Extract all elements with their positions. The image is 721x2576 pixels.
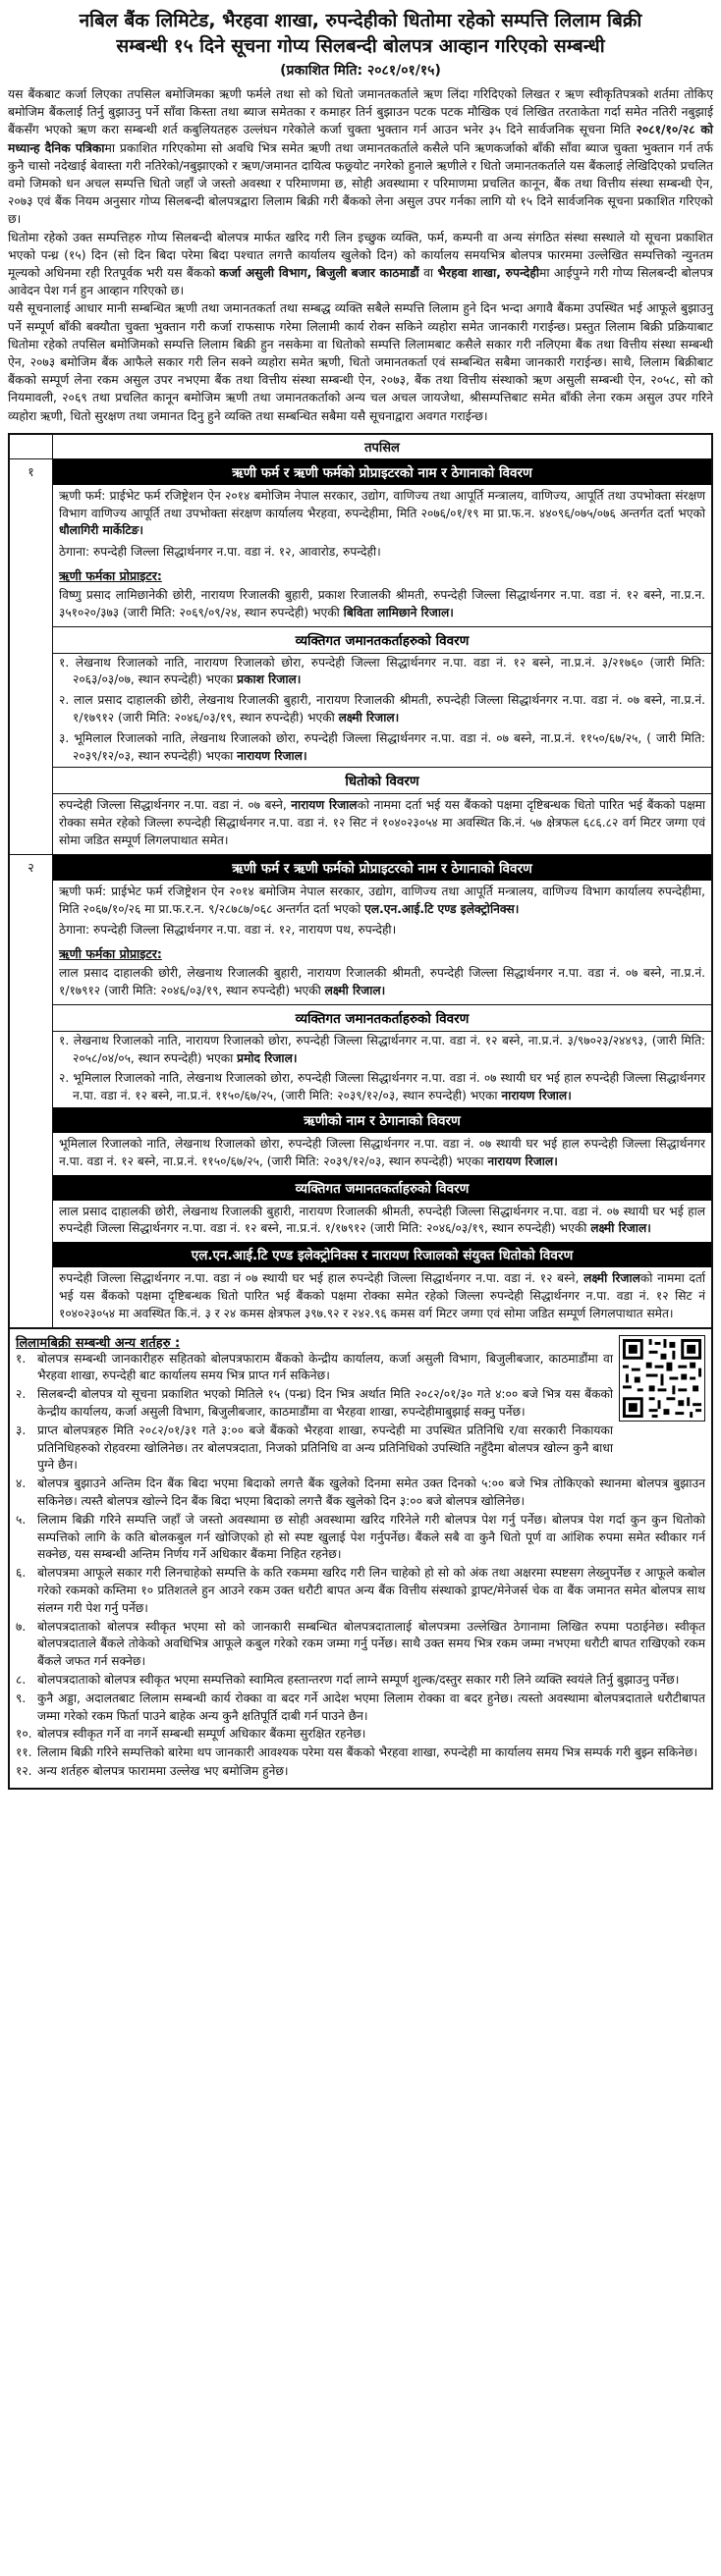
proprietor-details: लाल प्रसाद दाहालकी छोरी, लेखनाथ रिजालकी बुहारी, नारायण रिजालकी श्रीमती, रुपन्देही जिल्ला सिद्धार्थनगर न.पा. वडा नं. ०७ बस्ने, ना.प्र.नं. १/१७९१२ (जारी मिति: २०४६/०३/१९, स्थान रुपन्देही) भएकी लक्ष्मी रिजाल।: [59, 966, 705, 997]
term-text: कुनै अड्डा, अदालतबाट लिलाम सम्बन्धी कार्य रोक्का वा बदर गर्ने आदेश भएमा लिलाम रोक्का वा बदर हुनेछ। त्यस्तो अवस्थामा बोलपत्रदाताले धरौटीबापत जम्मा गरेको रकम फिर्ता पाउने बाहेक अन्य कुनै क्षतिपूर्ति दाबी गर्न पाउने छैन।: [37, 1690, 705, 1723]
section-bar: व्यक्तिगत जमानतकर्ताहरुको विवरण: [53, 626, 711, 654]
schedule-heading-row: [10, 435, 711, 458]
guarantor-item: २. भूमिलाल रिजालको नाति, लेखनाथ रिजालको छोरा, रुपन्देही जिल्ला सिद्धार्थनगर न.पा. वडा नं. ०७ स्थायी घर भई हाल रुपन्देही जिल्ला सिद्धार्थनगर न.पा. वडा नं. १२ बस्ने, ना.प्र.नं. ११५०/६७/२५, (जारी मिति: २०३९/१२/०३, स्थान रुपन्देही) भएका नारायण रिजाल।: [59, 1071, 705, 1103]
terms-section: [8, 1329, 713, 1790]
row-number: २: [10, 855, 53, 1327]
guarantor-item: १. लेखनाथ रिजालको नाति, नारायण रिजालको छोरा, रुपन्देही जिल्ला सिद्धार्थनगर न.पा. वडा नं. १२ बस्ने, ना.प्र.नं. ३/२१७६० (जारी मिति: २०६३/०३/०७, स्थान रुपन्देही) भएका प्रकाश रिजाल।: [59, 655, 705, 687]
terms-title: लिलामबिक्री सम्बन्धी अन्य शर्तहरु :: [16, 1335, 181, 1351]
term-item: [16, 1422, 613, 1475]
firm-details: ऋणी फर्म: प्राईभेट फर्म रजिष्ट्रेशन ऐन २०१४ बमोजिम नेपाल सरकार, उद्योग, वाणिज्य तथा आपूर्ति मन्त्रालय, वाणिज्य विभाग कार्यालय रुपन्देहीमा, मिति २०६७/१०/२६ मा प्रा.फ.र.न. ९/२८७८७/०६८ अन्तर्गत दर्ता भएको एल.एन.आई.टि एण्ड इलेक्ट्रोनिक्स।: [59, 884, 705, 916]
proprietor-label: ऋणी फर्मका प्रोप्राइटर:: [59, 946, 162, 962]
term-item: [16, 1763, 705, 1781]
term-item: [16, 1512, 705, 1564]
term-number: २.: [16, 1387, 27, 1402]
schedule-row-2: [10, 854, 711, 1327]
collateral-details: रुपन्देही जिल्ला सिद्धार्थनगर न.पा. वडा नं. ०७ बस्ने, नारायण रिजालको नाममा दर्ता भई यस बैंकको पक्षमा दृष्टिबन्धक धितो पारित भई बैंकको पक्षमा रोक्का समेत रहेको जिल्ला रुपन्देही सिद्धार्थनगर न.पा. वडा नं. १२ सिट नं १०४०२३०५४ मा अवस्थित कि.नं. ५७ क्षेत्रफल ६८६.८२ वर्ग मिटर जग्गा एवं सोमा जडित सम्पूर्ण लिगलपाथात समेत।: [59, 798, 706, 848]
section-bar: एल.एन.आई.टि एण्ड इलेक्ट्रोनिक्स र नारायण रिजालको संयुक्त धितोको विवरण: [53, 1242, 711, 1267]
term-text: लिलाम बिक्री गरिने सम्पत्ति जहाँ जे जस्तो अवस्थामा छ सोही अवस्थामा खरिद गरिनेले गरी बोलपत्र पेश गर्नु पर्नेछ। बोलपत्र पेश गर्दा कुन कुन धितोको सम्पत्तिको लागि के कति बोलकबुल गर्न खोजिएको हो सो स्पष्ट खुलाई पेश गर्नुपर्नेछ। बैंकले सबै वा कुनै धितो पूर्ण वा आंशिक रुपमा समेत स्वीकार गर्न सक्नेछ, यस सम्बन्धी अन्तिम निर्णय गर्ने अधिकार बैंकमा निहित रहनेछ।: [37, 1512, 705, 1562]
proprietor-details: विष्णु प्रसाद लामिछानेकी छोरी, नारायण रिजालकी बुहारी, प्रकाश रिजालकी श्रीमती, रुपन्देही जिल्ला सिद्धार्थनगर न.पा. वडा नं. १२ बस्ने, ना.प्र.न. ३५१०२०/३७३ (जारी मिति: २०६९/०९/२४, स्थान रुपन्देही) भएकी बिविता लामिछाने रिजाल।: [59, 588, 705, 619]
term-item: [16, 1476, 705, 1511]
intro-paragraph-1: यस बैंकबाट कर्जा लिएका तपसिल बमोजिमका ऋणी फर्मले तथा सो को धितो जमानतकर्ताले ऋण लिंदा गरिदिएको लिखत र ऋण स्वीकृतिपत्रको शर्तमा तोकिए बमोजिम बैंकलाई तिर्नु बुझाउनु पर्ने साँवा किस्ता तथा ब्याज समेतका र कमाहर तिर्न बुझाउन पटक पटक मौखिक एवं लिखित तरताकेता गर्दा समेत नतिरी नबुझाई बैंकसँग भएको ऋण करा सम्बन्धी शर्त कबुलियतहरु उल्लंघन गरेकोले कर्जा चुक्ता भुक्तान गर्न आउन भनेर ३५ दिने सार्वजनिक सूचना मिति २०८१/१०/२८ को मध्यान्ह दैनिक पत्रिकामा प्रकाशित गरिएकोमा सो अवधि भित्र समेत ऋणी तथा जमानतकर्ताले कसैले पनि ऋणकर्जाको बाँकी साँवा ब्याज चुक्ता भुक्तान गर्न तर्फ कुनै चासो नदेखाई बेवास्ता गरी नतिरेको/नबुझाएको र ऋण/जमानत दायित्व फछ्र्योट नगरेको हुनाले ऋणीले र धितो जमानतकर्ताले यस बैंकलाई लेखिदिएको प्रचलित वमो जिमको धन अचल सम्पत्ति धितो जहाँ जे जस्तो अवस्था र परिमाणमा छ, सोही अवस्थामा र परिमाणमा प्रचलित कानून, बैंक तथा वित्तीय संस्था सम्बन्धी ऐन, २०७३ एवं बैंक नियम अनुसार गोप्य सिलबन्दी बोलपत्रद्वारा लिलाम बिक्री गरी बैंकको लेना असुल उपर गर्नका लागि यो १५ दिने सार्वजनिक सूचना प्रकाशित गरिएको छ।: [8, 87, 713, 227]
term-item: [16, 1351, 613, 1386]
term-text: सिलबन्दी बोलपत्र यो सूचना प्रकाशित भएको मितिले १५ (पन्ध्र) दिन भित्र अर्थात मिति २०८२/०१/३० गते ४:०० बजे भित्र यस बैंकको केन्द्रीय कार्यालय, कर्जा असुली विभाग, बिजुलीबजार, काठमाडौंमा वा भैरहवा शाखा, रुपन्देहीमाबुझाई सक्नु पर्नेछ।: [37, 1387, 613, 1419]
term-item: [16, 1744, 705, 1762]
schedule-row-1: [10, 458, 711, 854]
firm-details: ऋणी फर्म: प्राईभेट फर्म रजिष्ट्रेशन ऐन २०१४ बमोजिम नेपाल सरकार, उद्योग, वाणिज्य तथा आपूर्ति मन्त्रालय, वाणिज्य, आपूर्ति तथा उपभोक्ता संरक्षण विभाग वाणिज्य आपूर्ति तथा उपभोक्ता संरक्षण कार्यालय भैरहवा, रुपन्देहीमा, मिति २०७६/०१/१९ मा प्रा.फ.न. ४४०९६/०७५/०७६ अन्तर्गत दर्ता भएको धौलागिरी मार्केटिङ।: [59, 488, 705, 538]
guarantor-item: २. लाल प्रसाद दाहालकी छोरी, लेखनाथ रिजालकी बुहारी, नारायण रिजालकी श्रीमती, रुपन्देही जिल्ला सिद्धार्थनगर न.पा. वडा नं. ०७ बस्ने, ना.प्र.नं. १/१७९१२ (जारी मिति: २०४६/०३/१९, स्थान रुपन्देही) भएकी लक्ष्मी रिजाल।: [59, 693, 705, 725]
intro-paragraph-2: धितोमा रहेको उक्त सम्पत्तिहरु गोप्य सिलबन्दी बोलपत्र मार्फत खरिद गरी लिन इच्छुक व्यक्ति, फर्म, कम्पनी वा अन्य संगठित संस्था सस्थाले यो सूचना प्रकाशित भएको पन्ध्र (१५) दिन (सो दिन बिदा परेमा बिदा पश्चात लगत्तै कार्यालय खुलेको दिन) को कार्यालय समयभित्र बोलपत्र फारममा उल्लेखित सम्पत्तिको न्युनतम मूल्यको अधिनमा रही रितपूर्वक भरी यस बैंकको कर्जा असुली विभाग, बिजुली बजार काठमाडौं वा भैरहवा शाखा, रुपन्देहीमा आईपुग्ने गरी गोप्य सिलबन्दी बोलपत्र आवेदन पेश गर्न हुन आव्हान गरिएको छ।: [8, 230, 713, 298]
term-item: [16, 1386, 613, 1422]
term-text: बोलपत्रमा आफूले सकार गरी लिनचाहेको सम्पत्ति के कति रकममा खरिद गरी लिन चाहेको हो सो को अंक तथा अक्षरमा स्पष्टसग लेख्नुपर्नेछ र आफूले कबोल गरेको रकमको कम्तिमा १० प्रतिशतले हुन आउने रकम उक्त धरौटी बापत अन्य बैंक वित्तीय संस्थाको ड्राफ्ट/मेनेजर्स चेक वा बैंक जमानत समेत बोलपत्र साथ संलग्न गरी पेश गर्नु पर्नेछ।: [37, 1566, 705, 1615]
schedule-table: [8, 433, 713, 1329]
term-text: बोलपत्रदाताको बोलपत्र स्वीकृत भएमा सम्पत्तिको स्वामित्व हस्तान्तरण गर्दा लाग्ने सम्पूर्ण शुल्क/दस्तुर सकार गरी लिने व्यक्ति स्वयंले तिर्नु बुझाउनु पर्नेछ।: [37, 1672, 680, 1687]
qr-code-icon: [619, 1335, 705, 1422]
term-text: लिलाम बिक्री गरिने सम्पत्तिको बारेमा थप जानकारी आवश्यक परेमा यस बैंकको भैरहवा शाखा, रुपन्देही मा कार्यालय समय भित्र सम्पर्क गरी बुझ्न सकिनेछ।: [37, 1745, 698, 1760]
row-number: १: [10, 459, 53, 854]
term-number: ६.: [16, 1566, 27, 1581]
term-number: ९.: [16, 1690, 27, 1705]
section-bar: ऋणी फर्म र ऋणी फर्मको प्रोप्राइटरको नाम र ठेगानाको विवरण: [53, 855, 711, 881]
term-text: अन्य शर्तहरु बोलपत्र फाराममा उल्लेख भए बमोजिम हुनेछ।: [37, 1763, 289, 1778]
term-number: ७.: [16, 1619, 27, 1634]
term-number: १०.: [16, 1727, 32, 1742]
section-bar: धितोको विवरण: [53, 767, 711, 794]
qr-code-graphic: [620, 1336, 704, 1421]
term-item: [16, 1672, 705, 1690]
collateral-details: रुपन्देही जिल्ला सिद्धार्थनगर न.पा. वडा नं ०७ स्थायी घर भई हाल रुपन्देही जिल्ला सिद्धार्थनगर न.पा. वडा नं. १२ बस्ने, लक्ष्मी रिजालको नाममा दर्ता भई यस बैंकको पक्षमा दृष्टिबन्धक धितो पारित भई बैंकको पक्षमा रोक्का समेत रहेको जिल्ला रुपन्देही सिद्धार्थनगर न.पा. वडा नं. १२ सिट नं १०४०२३०५४ मा अवस्थित कि.नं. ३ र २४ कमस क्षेत्रफल ३९७.९२ र २४२.९६ कमस वर्ग मिटर जग्गा एवं सोमा जडित सम्पूर्ण लिगलपाथात समेत।: [59, 1271, 705, 1320]
schedule-heading: तपसिल: [364, 440, 400, 456]
term-number: ११.: [16, 1745, 32, 1760]
section-bar: व्यक्तिगत जमानतकर्ताहरुको विवरण: [53, 1175, 711, 1201]
section-bar: ऋणी फर्म र ऋणी फर्मको प्रोप्राइटरको नाम र ठेगानाको विवरण: [53, 459, 711, 485]
term-number: ८.: [16, 1672, 27, 1687]
term-item: [16, 1726, 705, 1744]
notice-title-line1: नबिल बैंक लिमिटेड, भैरहवा शाखा, रुपन्देहीको धितोमा रहेको सम्पत्ति लिलाम बिक्री: [79, 10, 642, 31]
term-number: १.: [16, 1351, 27, 1366]
newspaper-name: २०८१/१०/२८ को मध्यान्ह दैनिक पत्रिका: [8, 123, 713, 155]
firm-address: ठेगाना: रुपन्देही जिल्ला सिद्धार्थनगर न.पा. वडा नं. १२, नारायण पथ, रुपन्देही।: [59, 923, 397, 938]
notice-title-line2: सम्बन्धी १५ दिने सूचना गोप्य सिलबन्दी बोलपत्र आव्हान गरिएको सम्बन्धी: [116, 35, 605, 57]
term-number: ३.: [16, 1422, 27, 1437]
term-number: ५.: [16, 1512, 27, 1527]
term-text: प्राप्त बोलपत्रहरु मिति २०८२/०१/३१ गते ३:०० बजे बैंकको भैरहवा शाखा, रुपन्देही मा उपस्थित प्रतिनिधि र/वा सरकारी निकायका प्रतिनिधिहरुको रोहवरमा खोलिनेछ। तर बोलपत्रदाता, निजको प्रतिनिधि वा अन्य प्रतिनिधिको उपस्थिति नहुँदैमा बोलपत्र खोल्न कुनै बाधा पुग्ने छैन।: [37, 1422, 613, 1473]
term-text: बोलपत्र सम्बन्धी जानकारीहरु सहितको बोलपत्रफाराम बैंकको केन्द्रीय कार्यालय, कर्जा असुली विभाग, बिजुलीबजार, काठमाडौंमा वा भैरहवा शाखा, रुपन्देही बाट कार्यालय समय भित्र प्राप्त गर्न सकिनेछ।: [37, 1351, 613, 1383]
term-item: [16, 1619, 705, 1671]
intro-paragraph-3: यसै सूचनालाई आधार मानी सम्बन्धित ऋणी तथा जमानतकर्ता तथा सम्बद्ध व्यक्ति सबैले सम्पत्ति लिलाम हुने दिन भन्दा अगावै बैंकमा उपस्थित भई आफूले बुझाउनु पर्ने सम्पूर्ण बाँकी बक्यौता चुक्ता भुक्तान गरी कर्जा राफसाफ गरेमा लिलामी कार्य रोक्न सकिने व्यहोरा समेत जानकारी गराईन्छ। प्रस्तुत लिलाम बिक्री प्रक्रियाबाट धितोमा रहेको तपसिल बमोजिमको सम्पत्ति लिलाम बिक्री हुन नसकेमा वा धितोको सम्पत्ति लिलामबाट कसैले सकार गरी नलिएमा बैंक तथा वित्तीय संस्था सम्बन्धी ऐन, २०७३ बमोजिम बैंक आफैले सकार गरी लिन सक्ने व्यहोरा समेत ऋणी, धितो जमानतकर्ता एवं सम्बन्धित सबैमा जानकारी गराईन्छ। साथै, लिलाम बिक्रीबाट बैंकको सम्पूर्ण लेना रकम असुल उपर नभएमा बैंक तथा वित्तीय संस्था सम्बन्धी ऐन, २०७३, बैंक तथा वित्तीय संस्थाको ऋण असुली सम्बन्धी ऐन, २०५८, सो को नियमावली, २०६९ तथा प्रचलित कानून बमोजिम ऋणी तथा जमानतकर्ताको अन्य चल अचल जायजेथा, श्रीसम्पत्तिबाट समेत बाँकी लेना रकम असुल उपर गरिने व्यहोरा ऋणी, धितो सुरक्षण तथा जमानत दिनु हुने व्यक्ति तथा सम्बन्धित सबैमा यसै सूचनाद्वारा अवगत गराईन्छ।: [8, 301, 713, 423]
proprietor-label: ऋणी फर्मका प्रोप्राइटर:: [59, 568, 162, 584]
borrower-details: भूमिलाल रिजालको नाति, लेखनाथ रिजालको छोरा, रुपन्देही जिल्ला सिद्धार्थनगर न.पा. वडा नं. ०७ स्थायी घर भई हाल रुपन्देही जिल्ला सिद्धार्थनगर न.पा. वडा नं. १२ बस्ने, ना.प्र.नं. ११५०/६७/२५, (जारी मिति: २०३९/१२/०३, स्थान रुपन्देही) भएका नारायण रिजाल।: [59, 1136, 705, 1168]
guarantor-details: लाल प्रसाद दाहालकी छोरी, लेखनाथ रिजालकी बुहारी, नारायण रिजालकी श्रीमती, रुपन्देही जिल्ला सिद्धार्थनगर न.पा. वडा नं. ०७ स्थायी घर भई हाल रुपन्देही जिल्ला सिद्धार्थनगर न.पा. वडा नं. १२ बस्ने, ना.प्र.नं. १/१७९१२ (जारी मिति: २०४६/०३/१९, स्थान रुपन्देही) भएकी लक्ष्मी रिजाल।: [59, 1204, 705, 1236]
term-text: बोलपत्र बुझाउने अन्तिम दिन बैंक बिदा भएमा बिदाको लगत्तै बैंक खुलेको दिनमा समेत उक्त दिनको ५:०० बजे भित्र तोकिएको स्थानमा बोलपत्र बुझाउन सकिनेछ। त्यस्तै बोलपत्र खोल्ने दिन बैंक बिदा भएमा बिदाको लगत्तै बैंक खुलेको दिन ३:०० बजे बोलपत्र खोलिनेछ।: [37, 1476, 705, 1508]
term-number: १२.: [16, 1763, 32, 1778]
term-text: बोलपत्र स्वीकृत गर्ने वा नगर्ने सम्बन्धी सम्पूर्ण अधिकार बैंकमा सुरक्षित रहनेछ।: [37, 1727, 366, 1742]
firm-address: ठेगाना: रुपन्देही जिल्ला सिद्धार्थनगर न.पा. वडा नं. १२, आवारोड, रुपन्देही।: [59, 545, 381, 560]
term-item: [16, 1690, 705, 1726]
term-item: [16, 1565, 705, 1617]
guarantor-item: ३. भूमिलाल रिजालको नाति, लेखनाथ रिजालको छोरा, रुपन्देही जिल्ला सिद्धार्थनगर न.पा. वडा नं. ०७ बस्ने, ना.प्र.नं. ११५०/६७/२५, ( जारी मिति: २०३९/१२/०३, स्थान रुपन्देही) भएका नारायण रिजाल।: [59, 730, 705, 763]
section-bar: व्यक्तिगत जमानतकर्ताहरुको विवरण: [53, 1004, 711, 1032]
section-bar: ऋणीको नाम र ठेगानाको विवरण: [53, 1107, 711, 1133]
submission-office-2: भैरहवा शाखा, रुपन्देही: [437, 266, 540, 281]
publication-date: (प्रकाशित मिति: २०८१/०१/१५): [280, 63, 441, 79]
term-text: बोलपत्रदाताको बोलपत्र स्वीकृत भएमा सो को जानकारी सम्बन्धित बोलपत्रदातालाई बोलपत्रमा उल्लेखित ठेगानामा लिखित रुपमा पठाईनेछ। स्वीकृत बोलपत्रदाताले बैंकले तोकेको अवधिभित्र आफूले कबुल गरेको रकम जम्मा गर्नु पर्नेछ। साथै उक्त समय भित्र रकम जम्मा नभएमा धरौटी बापत राखिएको रकम बैंकले जफत गर्न सक्नेछ।: [37, 1619, 705, 1669]
submission-office-1: कर्जा असुली विभाग, बिजुली बजार काठमाडौं: [219, 266, 419, 281]
notice-title: [8, 8, 713, 59]
guarantor-item: १. लेखनाथ रिजालको नाति, नारायण रिजालको छोरा, रुपन्देही जिल्ला सिद्धार्थनगर न.पा. वडा नं. १२ बस्ने, ना.प्र.नं. ३/९७०२३/२४४९३, (जारी मिति: २०५८/०४/०५, स्थान रुपन्देही) भएका प्रमोद रिजाल।: [59, 1033, 705, 1065]
term-number: ४.: [16, 1476, 27, 1491]
